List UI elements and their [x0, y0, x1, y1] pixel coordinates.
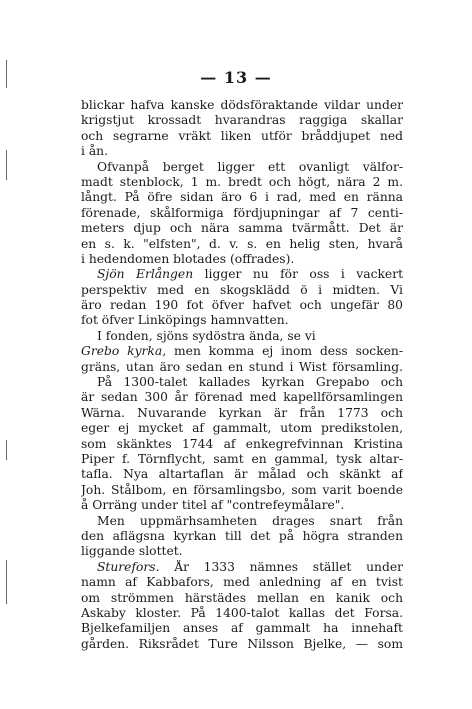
body-text: [81, 98, 403, 652]
text-line: [81, 329, 403, 344]
text-line: [81, 452, 403, 467]
line-text: förenade, skålformiga fördjupningar af 7 centi-: [81, 205, 403, 220]
text-line: [81, 514, 403, 529]
text-line: [81, 190, 403, 205]
line-text: å Orräng under titel af "contrefeymålare".: [81, 498, 345, 513]
line-text: fot öfver Linköpings hamnvatten.: [81, 313, 289, 328]
line-text: gräns, utan äro sedan en stund i Wist församling.: [81, 359, 403, 374]
italic-heading: Sturefors.: [97, 559, 160, 574]
line-text: i hedendomen blotades (offrades).: [81, 251, 295, 266]
text-line: [81, 575, 403, 590]
text-line: [81, 375, 403, 390]
text-line: [81, 529, 403, 544]
text-line: [81, 129, 403, 144]
italic-heading: Grebo kyrka,: [81, 344, 167, 359]
line-text: Wärna. Nuvarande kyrkan är från 1773 och: [81, 405, 403, 420]
text-line: [81, 267, 403, 282]
line-text: en s. k. "elfsten", d. v. s. en helig sten, hvarå: [81, 236, 403, 251]
line-text: ligger nu för oss i vackert: [193, 267, 403, 282]
line-text: namn af Kabbafors, med anledning af en tvist: [81, 575, 403, 590]
text-line: [81, 560, 403, 575]
line-text: eger ej mycket af gammalt, utom predikstolen,: [81, 421, 403, 436]
text-line: [81, 360, 403, 375]
line-text: På 1300-talet kallades kyrkan Grepabo och: [97, 375, 403, 390]
text-line: [81, 498, 403, 513]
line-text: i ån.: [81, 144, 109, 159]
text-line: [81, 591, 403, 606]
text-line: [81, 298, 403, 313]
text-line: [81, 544, 403, 559]
line-text: Bjelkefamiljen anses af gammalt ha innehaft: [81, 621, 403, 636]
text-line: [81, 221, 403, 236]
text-line: [81, 467, 403, 482]
text-line: [81, 237, 403, 252]
page-number: — 13 —: [200, 68, 272, 87]
text-line: [81, 421, 403, 436]
line-text: och segrarne vräkt liken utför bråddjupet ned: [81, 128, 403, 143]
text-line: [81, 390, 403, 405]
text-line: [81, 344, 403, 359]
line-text: meters djup och nära samma tvärmått. Det är: [81, 221, 403, 236]
line-text: Piper f. Törnflycht, samt en gammal, tysk altar-: [81, 451, 403, 466]
text-line: [81, 206, 403, 221]
line-text: den aflägsna kyrkan till det på högra stranden: [81, 528, 403, 543]
text-line: [81, 98, 403, 113]
line-text: madt stenblock, 1 m. bredt och högt, nära 2 m.: [81, 174, 403, 189]
text-line: [81, 160, 403, 175]
text-line: [81, 606, 403, 621]
text-line: [81, 252, 403, 267]
line-text: långt. På öfre sidan äro 6 i rad, med en ränna: [81, 190, 403, 205]
line-text: gården. Riksrådet Ture Nilsson Bjelke, — som: [81, 636, 403, 651]
line-text: År 1333 nämnes stället under: [159, 559, 403, 574]
line-text: blickar hafva kanske dödsföraktande vildar under: [81, 98, 403, 112]
line-text: Askaby kloster. På 1400-talot kallas det Forsa.: [81, 605, 403, 620]
line-text: Men uppmärhsamheten drages snart från: [97, 513, 403, 528]
line-text: men komma ej inom dess socken-: [166, 344, 403, 359]
line-text: Ofvanpå berget ligger ett ovanligt välfor-: [97, 159, 403, 174]
italic-heading: Sjön Erlången: [97, 267, 194, 282]
text-line: [81, 313, 403, 328]
text-line: [81, 437, 403, 452]
line-text: I fonden, sjöns sydöstra ända, se vi: [97, 328, 316, 343]
text-line: [81, 144, 403, 159]
line-text: tafla. Nya altartaflan är målad och skänkt af: [81, 467, 403, 482]
line-text: perspektiv med en skogsklädd ö i midten. Vi: [81, 282, 403, 297]
line-text: äro redan 190 fot öfver hafvet och ungefär 80: [81, 298, 403, 313]
line-text: krigstjut krossadt hvarandras raggiga skallar: [81, 113, 403, 128]
text-line: [81, 113, 403, 128]
text-line: [81, 406, 403, 421]
line-text: liggande slottet.: [81, 544, 183, 559]
text-line: [81, 483, 403, 498]
text-line: [81, 621, 403, 636]
text-line: [81, 175, 403, 190]
line-text: Joh. Stålbom, en församlingsbo, som varit boende: [81, 482, 403, 497]
text-line: [81, 637, 403, 652]
line-text: om strömmen härstädes mellan en kanik och: [81, 590, 403, 605]
line-text: som skänktes 1744 af enkegrefvinnan Kristina: [81, 436, 403, 451]
text-line: [81, 283, 403, 298]
line-text: är sedan 300 år förenad med kapellförsamlingen: [81, 390, 403, 405]
